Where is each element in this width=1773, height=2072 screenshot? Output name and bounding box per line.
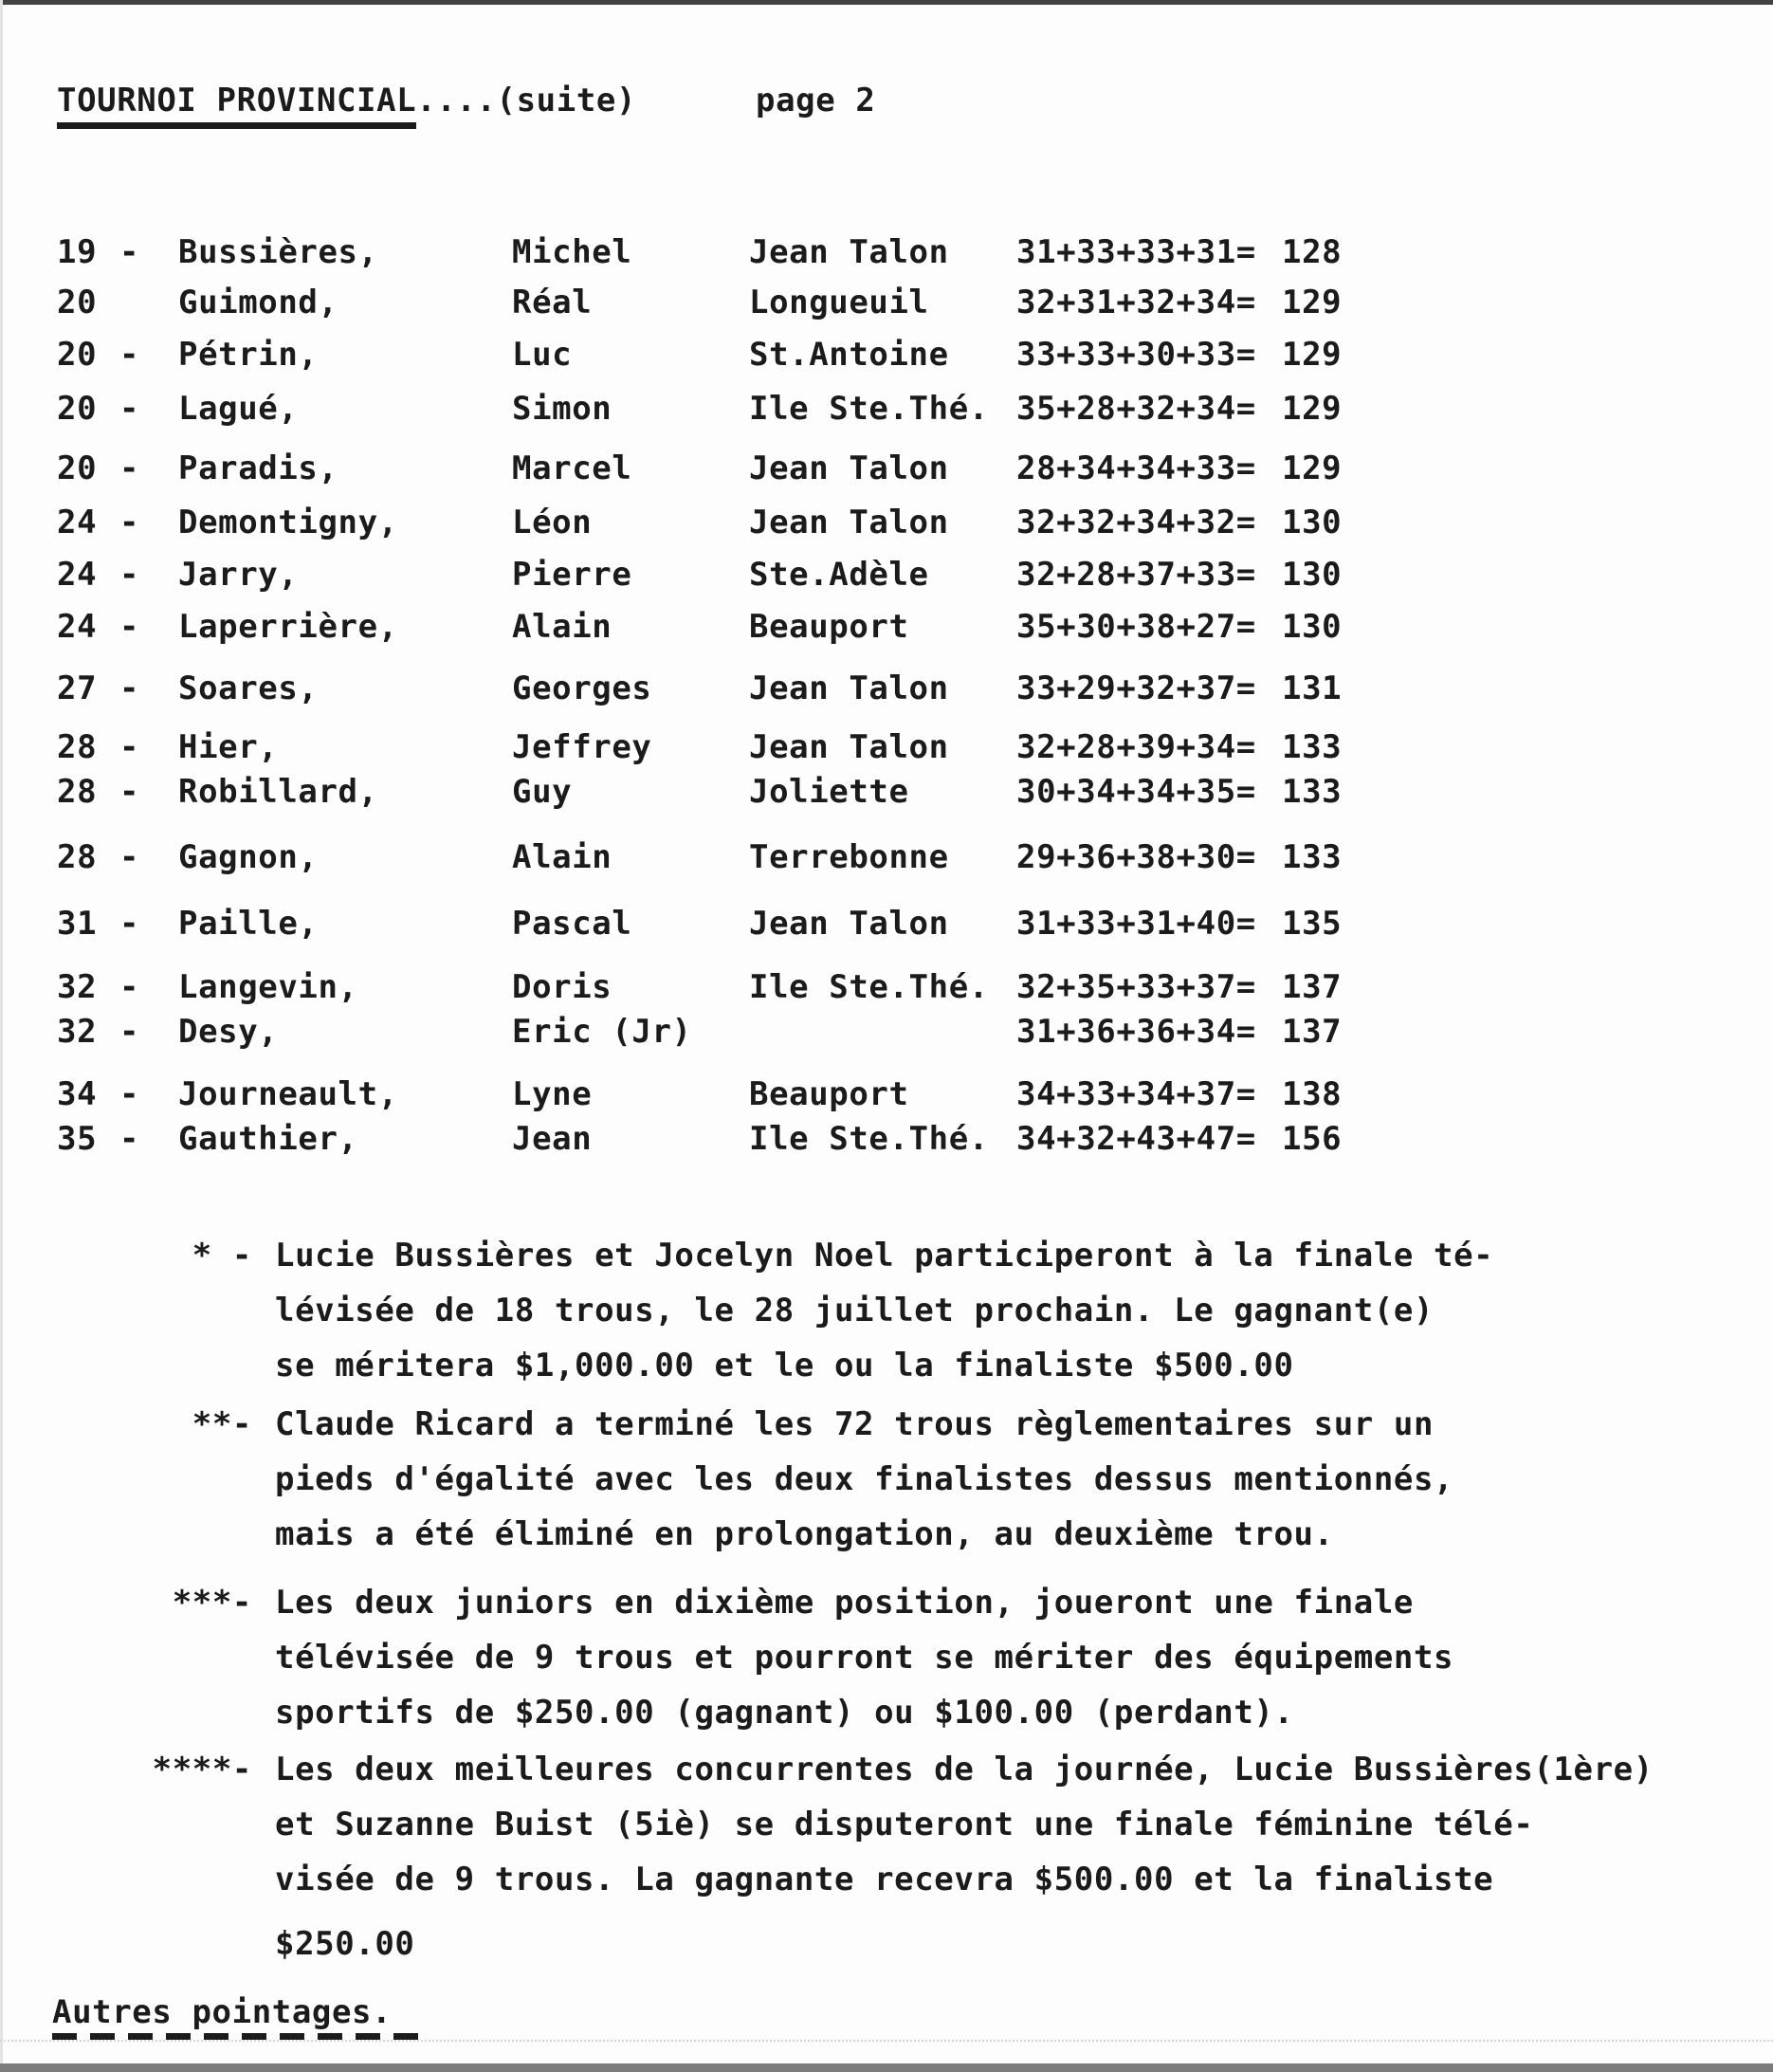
total-cell: 133: [1282, 773, 1343, 811]
rank-dash: -: [119, 728, 140, 766]
rank-cell: 20: [57, 336, 98, 374]
footnote: [0, 1228, 1773, 1393]
table-row: [0, 968, 1773, 1006]
first-name-cell: Lyne: [512, 1075, 593, 1113]
first-name-cell: Pierre: [512, 556, 632, 594]
scan-edge-bottom: [0, 2063, 1773, 2072]
total-cell: 135: [1282, 905, 1343, 943]
rank-dash: -: [119, 1013, 140, 1051]
rank-dash: -: [119, 1075, 140, 1113]
last-name-cell: Demontigny,: [178, 504, 398, 541]
rank-dash: -: [119, 608, 140, 646]
first-name-cell: Luc: [512, 336, 573, 374]
club-cell: Ile Ste.Thé.: [749, 1120, 989, 1158]
club-cell: Jean Talon: [749, 504, 949, 541]
footnote-line: $250.00: [275, 1925, 415, 1963]
rank-dash: -: [119, 336, 140, 374]
rounds-cell: 35+30+38+27=: [1016, 608, 1256, 646]
rounds-cell: 29+36+38+30=: [1016, 838, 1256, 876]
rounds-cell: 32+35+33+37=: [1016, 968, 1256, 1006]
dashed-underline: [52, 2033, 431, 2040]
table-row: [0, 1013, 1773, 1051]
total-cell: 131: [1282, 669, 1343, 707]
rounds-cell: 31+36+36+34=: [1016, 1013, 1256, 1051]
table-row: [0, 838, 1773, 876]
rounds-cell: 32+28+37+33=: [1016, 556, 1256, 594]
rank-dash: -: [119, 233, 140, 271]
rank-cell: 27: [57, 669, 98, 707]
footnote-body: [275, 1742, 1773, 1971]
page-title: [57, 82, 636, 119]
footnote-body: [275, 1397, 1773, 1562]
club-cell: Jean Talon: [749, 669, 949, 707]
table-row: [0, 608, 1773, 646]
table-row: [0, 728, 1773, 766]
footnote-line: pieds d'égalité avec les deux finalistes dessus mentionnés,: [275, 1460, 1454, 1498]
scan-edge-top: [0, 0, 1773, 5]
last-name-cell: Pétrin,: [178, 336, 319, 374]
total-cell: 137: [1282, 968, 1343, 1006]
title-main: TOURNOI PROVINCIAL: [57, 82, 416, 129]
rank-cell: 28: [57, 773, 98, 811]
rank-dash: -: [119, 1120, 140, 1158]
last-name-cell: Laperrière,: [178, 608, 398, 646]
rounds-cell: 31+33+33+31=: [1016, 233, 1256, 271]
club-cell: Ste.Adèle: [749, 556, 929, 594]
first-name-cell: Alain: [512, 608, 612, 646]
rank-cell: 34: [57, 1075, 98, 1113]
other-scores-heading: Autres pointages.: [52, 1993, 393, 2031]
footnote-line: Lucie Bussières et Jocelyn Noel participeront à la finale té-: [275, 1237, 1494, 1274]
total-cell: 156: [1282, 1120, 1343, 1158]
footnote-body: [275, 1228, 1773, 1393]
total-cell: 130: [1282, 504, 1343, 541]
footnote-line: lévisée de 18 trous, le 28 juillet prochain. Le gagnant(e): [275, 1292, 1435, 1329]
rounds-cell: 35+28+32+34=: [1016, 390, 1256, 428]
footnote-line: mais a été éliminé en prolongation, au deuxième trou.: [275, 1515, 1334, 1553]
rank-cell: 28: [57, 838, 98, 876]
club-cell: Jean Talon: [749, 449, 949, 487]
total-cell: 130: [1282, 608, 1343, 646]
footnote-line: et Suzanne Buist (5iè) se disputeront une finale féminine télé-: [275, 1806, 1534, 1843]
total-cell: 133: [1282, 838, 1343, 876]
last-name-cell: Desy,: [178, 1013, 279, 1051]
total-cell: 130: [1282, 556, 1343, 594]
total-cell: 129: [1282, 449, 1343, 487]
total-cell: 128: [1282, 233, 1343, 271]
rank-cell: 31: [57, 905, 98, 943]
rank-dash: -: [119, 669, 140, 707]
footnote-line: Claude Ricard a terminé les 72 trous règlementaires sur un: [275, 1405, 1435, 1443]
rank-cell: 24: [57, 608, 98, 646]
scan-perforation-line: [0, 2040, 1773, 2042]
last-name-cell: Lagué,: [178, 390, 299, 428]
last-name-cell: Gauthier,: [178, 1120, 358, 1158]
first-name-cell: Guy: [512, 773, 573, 811]
footnote-line: Les deux juniors en dixième position, joueront une finale: [275, 1584, 1414, 1622]
rank-cell: 32: [57, 1013, 98, 1051]
footnote: [0, 1742, 1773, 1971]
first-name-cell: Pascal: [512, 905, 632, 943]
footnote-line: Les deux meilleures concurrentes de la journée, Lucie Bussières(1ère): [275, 1751, 1654, 1788]
footnote-marker: ***-: [172, 1584, 252, 1622]
rank-cell: 20: [57, 284, 98, 321]
rank-dash: -: [119, 449, 140, 487]
rank-cell: 35: [57, 1120, 98, 1158]
last-name-cell: Bussières,: [178, 233, 378, 271]
table-row: [0, 669, 1773, 707]
table-row: [0, 905, 1773, 943]
total-cell: 138: [1282, 1075, 1343, 1113]
rounds-cell: 28+34+34+33=: [1016, 449, 1256, 487]
first-name-cell: Jean: [512, 1120, 593, 1158]
club-cell: Beauport: [749, 608, 909, 646]
last-name-cell: Paille,: [178, 905, 319, 943]
rounds-cell: 31+33+31+40=: [1016, 905, 1256, 943]
first-name-cell: Doris: [512, 968, 612, 1006]
rounds-cell: 34+32+43+47=: [1016, 1120, 1256, 1158]
rank-cell: 20: [57, 390, 98, 428]
last-name-cell: Soares,: [178, 669, 319, 707]
footnotes: [0, 1228, 1773, 1971]
rank-dash: -: [119, 968, 140, 1006]
club-cell: St.Antoine: [749, 336, 949, 374]
first-name-cell: Simon: [512, 390, 612, 428]
table-row: [0, 336, 1773, 374]
table-row: [0, 1075, 1773, 1113]
first-name-cell: Georges: [512, 669, 652, 707]
first-name-cell: Réal: [512, 284, 593, 321]
rank-dash: -: [119, 838, 140, 876]
first-name-cell: Léon: [512, 504, 593, 541]
rank-cell: 20: [57, 449, 98, 487]
rounds-cell: 34+33+34+37=: [1016, 1075, 1256, 1113]
page-header: [57, 82, 875, 119]
footnote-marker: * -: [192, 1237, 252, 1274]
table-row: [0, 233, 1773, 271]
rank-dash: -: [119, 504, 140, 541]
last-name-cell: Robillard,: [178, 773, 378, 811]
rounds-cell: 30+34+34+35=: [1016, 773, 1256, 811]
rounds-cell: 32+28+39+34=: [1016, 728, 1256, 766]
first-name-cell: Marcel: [512, 449, 632, 487]
last-name-cell: Jarry,: [178, 556, 299, 594]
rank-dash: -: [119, 773, 140, 811]
footnote-line: visée de 9 trous. La gagnante recevra $500.00 et la finaliste: [275, 1861, 1494, 1898]
last-name-cell: Hier,: [178, 728, 279, 766]
table-row: [0, 284, 1773, 321]
rounds-cell: 33+29+32+37=: [1016, 669, 1256, 707]
footnote-line: télévisée de 9 trous et pourront se mériter des équipements: [275, 1639, 1454, 1677]
footnote-line: se méritera $1,000.00 et le ou la finaliste $500.00: [275, 1347, 1294, 1384]
table-row: [0, 1120, 1773, 1158]
total-cell: 133: [1282, 728, 1343, 766]
club-cell: Ile Ste.Thé.: [749, 390, 989, 428]
total-cell: 129: [1282, 284, 1343, 321]
total-cell: 137: [1282, 1013, 1343, 1051]
last-name-cell: Guimond,: [178, 284, 338, 321]
rank-dash: -: [119, 390, 140, 428]
last-name-cell: Gagnon,: [178, 838, 319, 876]
first-name-cell: Michel: [512, 233, 632, 271]
rank-dash: -: [119, 556, 140, 594]
rank-cell: 24: [57, 504, 98, 541]
results-table: [0, 233, 1773, 1158]
rank-cell: 24: [57, 556, 98, 594]
rank-dash: -: [119, 905, 140, 943]
last-name-cell: Journeault,: [178, 1075, 398, 1113]
first-name-cell: Alain: [512, 838, 612, 876]
rank-cell: 19: [57, 233, 98, 271]
rounds-cell: 33+33+30+33=: [1016, 336, 1256, 374]
club-cell: Beauport: [749, 1075, 909, 1113]
table-row: [0, 449, 1773, 487]
footnote-line: sportifs de $250.00 (gagnant) ou $100.00 (perdant).: [275, 1694, 1294, 1732]
rank-cell: 28: [57, 728, 98, 766]
club-cell: Ile Ste.Thé.: [749, 968, 989, 1006]
first-name-cell: Jeffrey: [512, 728, 652, 766]
footnote-marker: **-: [192, 1405, 252, 1443]
rank-cell: 32: [57, 968, 98, 1006]
last-name-cell: Langevin,: [178, 968, 358, 1006]
club-cell: Jean Talon: [749, 905, 949, 943]
table-row: [0, 504, 1773, 541]
total-cell: 129: [1282, 336, 1343, 374]
last-name-cell: Paradis,: [178, 449, 338, 487]
club-cell: Jean Talon: [749, 728, 949, 766]
club-cell: Jean Talon: [749, 233, 949, 271]
table-row: [0, 773, 1773, 811]
club-cell: Joliette: [749, 773, 909, 811]
page-number: page 2: [756, 82, 876, 119]
footnote: [0, 1397, 1773, 1562]
title-suffix: ....(suite): [416, 82, 637, 119]
rounds-cell: 32+32+34+32=: [1016, 504, 1256, 541]
footnote-body: [275, 1575, 1773, 1740]
rounds-cell: 32+31+32+34=: [1016, 284, 1256, 321]
club-cell: Longueuil: [749, 284, 929, 321]
club-cell: Terrebonne: [749, 838, 949, 876]
table-row: [0, 390, 1773, 428]
page-footer: [52, 1993, 431, 2040]
footnote: [0, 1575, 1773, 1740]
total-cell: 129: [1282, 390, 1343, 428]
first-name-cell: Eric (Jr): [512, 1013, 692, 1051]
footnote-marker: ****-: [152, 1751, 252, 1788]
table-row: [0, 556, 1773, 594]
